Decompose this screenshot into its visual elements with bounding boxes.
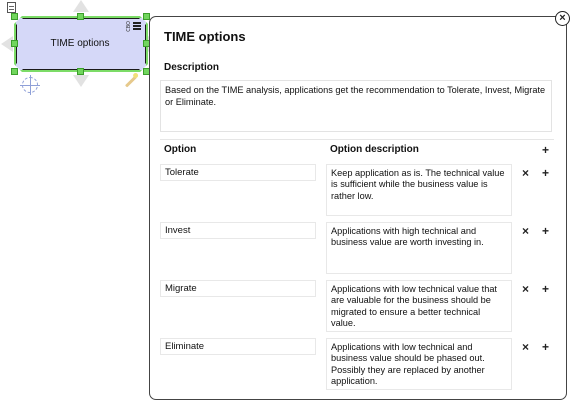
description-label: Description [164,62,220,73]
option-field[interactable]: Invest [160,222,316,239]
magic-wand-icon[interactable] [125,75,137,87]
option-description-field[interactable]: Applications with high technical and business value are worth investing in. [326,222,512,274]
resize-handle-bottom[interactable] [77,68,84,75]
remove-row-button[interactable]: × [522,166,530,180]
resize-handle-left[interactable] [11,40,18,47]
option-description-field[interactable]: Applications with low technical value that are valuable for the business should be migrated to ensure a better technical value. [326,280,512,332]
resize-handle-top[interactable] [77,13,84,20]
arrow-down-handle[interactable] [73,75,89,87]
resize-handle-top-left[interactable] [11,13,18,20]
time-options-panel [149,16,567,400]
insert-row-button[interactable]: + [542,166,550,180]
note-icon[interactable] [7,2,16,13]
insert-row-button[interactable]: + [542,224,550,238]
remove-row-button[interactable]: × [522,282,530,296]
divider [160,139,554,140]
shape-label: TIME options [50,38,110,49]
panel-title: TIME options [164,29,246,44]
remove-row-button[interactable]: × [522,340,530,354]
add-row-button[interactable]: + [542,143,550,157]
shape-tiny-label: CBO [126,21,132,32]
move-icon[interactable] [22,77,38,93]
option-field[interactable]: Migrate [160,280,316,297]
option-column-header: Option [164,144,197,155]
close-panel-button[interactable]: × [555,11,570,26]
arrow-up-handle[interactable] [73,0,89,12]
list-icon[interactable] [133,22,141,31]
insert-row-button[interactable]: + [542,282,550,296]
option-description-field[interactable]: Applications with low technical and business value should be phased out. Possibly they are replaced by another application. [326,338,512,390]
resize-handle-bottom-left[interactable] [11,68,18,75]
option-field[interactable]: Tolerate [160,164,316,181]
insert-row-button[interactable]: + [542,340,550,354]
option-description-field[interactable]: Keep application as is. The technical value is sufficient while the business value is rather low. [326,164,512,216]
option-field[interactable]: Eliminate [160,338,316,355]
option-description-column-header: Option description [330,144,419,155]
remove-row-button[interactable]: × [522,224,530,238]
description-field[interactable]: Based on the TIME analysis, applications get the recommendation to Tolerate, Invest, Migrate or Eliminate. [160,80,552,132]
